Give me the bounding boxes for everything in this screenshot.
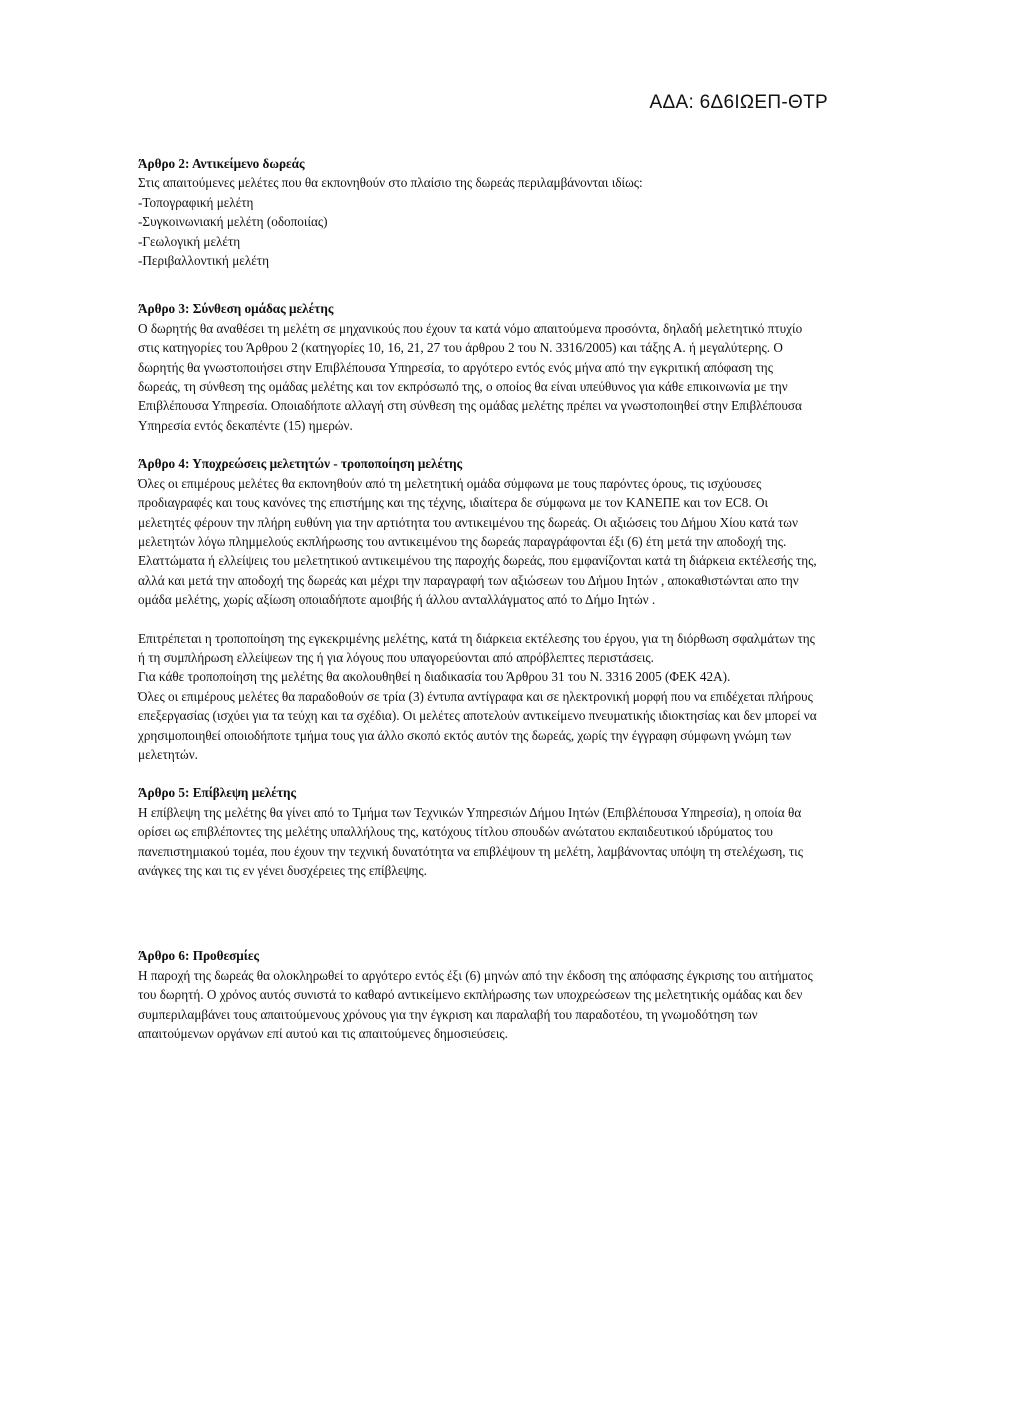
article-5-body: Η επίβλεψη της μελέτης θα γίνει από το Τμήμα των Τεχνικών Υπηρεσιών Δήμου Ιητών (Επιβλέπουσα Υπηρεσία), η οποία θα ορίσει ως επιβλέποντες της μελέτης υπαλλήλους της, κατόχους τίτλου σπουδών ανώτατου εκπαιδευτικού ιδρύματος του πανεπιστημιακού τομέα, που έχουν την τεχνική δυνατότητα να επιβλέψουν τη μελέτη, λαμβάνοντας υπόψη τη στελέχωση, τις ανάγκες της και τις εν γένει δυσχέρειες της επίβλεψης. xyxy=(138,804,803,878)
article-4-para-2: Ελαττώματα ή ελλείψεις του μελετητικού αντικειμένου της παροχής δωρεάς, που εμφανίζονται κατά τη διάρκεια εκτέλεσής της, αλλά και μετά την αποδοχή της δωρεάς και μέχρι την παραγραφή των αξιώσεων του Δήμου Ιητών , αποκαθιστώνται απο την ομάδα μελέτης, χωρίς αξίωση οποιαδήποτε αμοιβής ή άλλου ανταλλάγματος από το Δήμο Ιητών . xyxy=(138,553,817,608)
article-2-intro: Στις απαιτούμενες μελέτες που θα εκπονηθούν στο πλαίσιο της δωρεάς περιλαμβάνονται ιδίως: xyxy=(138,175,643,191)
list-item: -Τοπογραφική μελέτη xyxy=(138,194,254,210)
ada-code: ΑΔΑ: 6Δ6ΙΩΕΠ-ΘΤΡ xyxy=(649,92,828,113)
article-4-title: Άρθρο 4: Υποχρεώσεις μελετητών - τροποποίηση μελέτης xyxy=(138,456,463,472)
article-4-para-1: Όλες οι επιμέρους μελέτες θα εκπονηθούν από τη μελετητική ομάδα σύμφωνα με τους παρόντες όρους, τις ισχύουσες προδιαγραφές και τους κανόνες της επιστήμης και της τέχνης, ιδιαίτερα δε σύμφωνα με τον ΚΑΝΕΠΕ και τον EC8. Οι μελετητές φέρουν την πλήρη ευθύνη για την αρτιότητα του αντικειμένου της δωρεάς. Οι αξιώσεις του Δήμου Χίου κατά των μελετητών λόγω πλημμελούς εκπλήρωσης του αντικειμένου της δωρεάς παραγράφονται έξι (6) έτη μετά την αποδοχή της. xyxy=(138,475,798,549)
document-body xyxy=(138,154,818,1043)
article-4-para-5: Όλες οι επιμέρους μελέτες θα παραδοθούν σε τρία (3) έντυπα αντίγραφα και σε ηλεκτρονική μορφή που να επιδέχεται πλήρους επεξεργασίας (ισχύει για τα τεύχη και τα σχέδια). Οι μελέτες αποτελούν αντικείμενο πνευματικής ιδιοκτησίας και δεν μπορεί να χρησιμοποιηθεί οποιοδήποτε τμήμα τους για άλλο σκοπό εκτός αυτόν της δωρεάς, χωρίς την έγγραφη σύμφωνη γνώμη των μελετητών. xyxy=(138,688,817,762)
list-item: -Γεωλογική μελέτη xyxy=(138,233,241,249)
article-3-title: Άρθρο 3: Σύνθεση ομάδας μελέτης xyxy=(138,301,334,317)
article-5 xyxy=(138,783,818,880)
article-3 xyxy=(138,299,818,435)
article-6 xyxy=(138,946,818,1043)
article-6-title: Άρθρο 6: Προθεσμίες xyxy=(138,948,260,964)
list-item: -Συγκοινωνιακή μελέτη (οδοποιίας) xyxy=(138,214,328,230)
article-5-title: Άρθρο 5: Επίβλεψη μελέτης xyxy=(138,785,297,801)
article-2 xyxy=(138,154,818,270)
article-6-body: Η παροχή της δωρεάς θα ολοκληρωθεί το αργότερο εντός έξι (6) μηνών από την έκδοση της απόφασης έγκρισης του αιτήματος του δωρητή. Ο χρόνος αυτός συνιστά το καθαρό αντικείμενο εκπλήρωσης των υποχρεώσεων της μελετητικής ομάδας και δεν συμπεριλαμβάνει τους απαιτούμενους χρόνους για την έγκριση και παραλαβή του παραδοτέου, τη γνωμοδότηση των απαιτούμενων οργάνων επί αυτού και τις απαιτούμενες δημοσιεύσεις. xyxy=(138,967,813,1042)
list-item: -Περιβαλλοντική μελέτη xyxy=(138,253,269,269)
article-4 xyxy=(138,454,818,764)
article-4-para-3: Επιτρέπεται η τροποποίηση της εγκεκριμένης μελέτης, κατά τη διάρκεια εκτέλεσης του έργου, για τη διόρθωση σφαλμάτων της ή τη συμπλήρωση ελλείψεων της ή για λόγους που υπαγορεύονται από απρόβλεπτες περιστάσεις. xyxy=(138,630,815,665)
article-3-body: Ο δωρητής θα αναθέσει τη μελέτη σε μηχανικούς που έχουν τα κατά νόμο απαιτούμενα προσόντα, δηλαδή μελετητικό πτυχίο στις κατηγορίες του Άρθρου 2 (κατηγορίες 10, 16, 21, 27 του άρθρου 2 του Ν. 3316/2005) και τάξης Α. ή μεγαλύτερης. Ο δωρητής θα γνωστοποιήσει στην Επιβλέπουσα Υπηρεσία, το αργότερο εντός ενός μήνα από την εγκριτική απόφαση της δωρεάς, τη σύνθεση της ομάδας μελέτης και τον εκπρόσωπό της, ο οποίος θα είναι υπεύθυνος για κάθε επικοινωνία με την Επιβλέπουσα Υπηρεσία. Οποιαδήποτε αλλαγή στη σύνθεση της ομάδας μελέτης πρέπει να γνωστοποιηθεί στην Επιβλέπουσα Υπηρεσία εντός δεκαπέντε (15) ημερών. xyxy=(138,320,803,433)
article-4-para-4: Για κάθε τροποποίηση της μελέτης θα ακολουθηθεί η διαδικασία του Άρθρου 31 του Ν. 3316 2005 (ΦΕΚ 42Α). xyxy=(138,669,731,685)
article-2-title: Άρθρο 2: Αντικείμενο δωρεάς xyxy=(138,156,305,171)
